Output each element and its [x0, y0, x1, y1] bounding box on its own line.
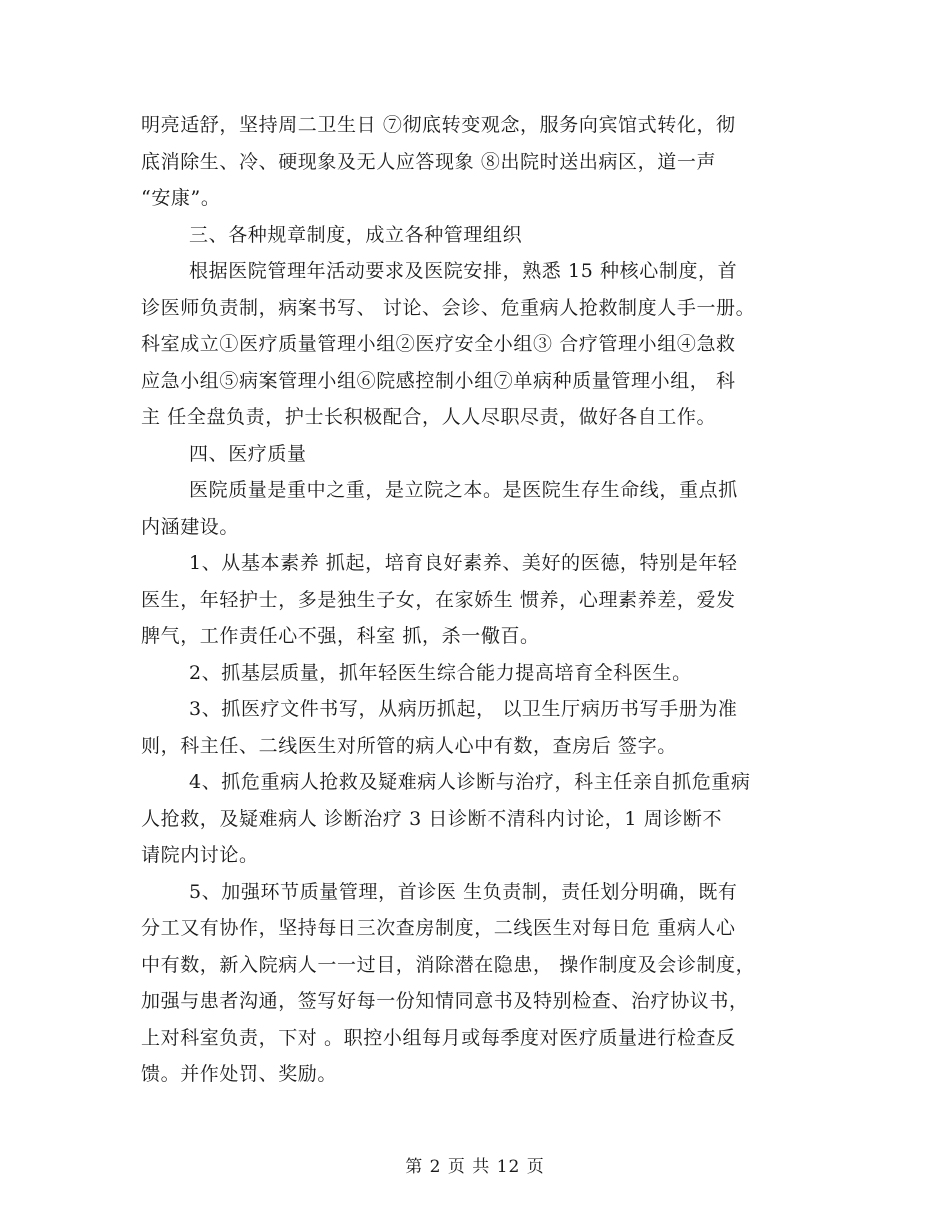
text-line: 则，科主任、二线医生对所管的病人心中有数，查房后 签字。: [141, 734, 677, 757]
text-line: 1、从基本素养 抓起，培育良好素养、美好的医德，特别是年轻: [189, 552, 738, 574]
page-footer: 第 2 页 共 12 页: [405, 1157, 545, 1177]
document-body: [141, 107, 831, 1093]
text-line: 4、抓危重病人抢救及疑难病人诊断与治疗，科主任亲自抓危重病: [189, 771, 751, 793]
text-line: 科室成立①医疗质量管理小组②医疗安全小组③ 合疗管理小组④急救: [141, 333, 736, 355]
text-line: 3、抓医疗文件书写，从病历抓起， 以卫生厅病历书写手册为准: [189, 698, 738, 720]
text-line: 底消除生、冷、硬现象及无人应答现象 ⑧出院时送出病区，道一声: [141, 150, 717, 173]
text-line: 加强与患者沟通，签写好每一份知情同意书及特别检查、治疗协议书，: [141, 990, 749, 1012]
text-line: 上对科室负责，下对 。职控小组每月或每季度对医疗质量进行检查反: [141, 1026, 736, 1049]
text-line: 医生，年轻护士，多是独生子女，在家娇生 惯养，心理素养差，爱发: [141, 588, 736, 611]
text-line: 诊医师负责制，病案书写、 讨论、会诊、危重病人抢救制度人手一册。: [141, 296, 756, 319]
text-line: 内涵建设。: [141, 515, 240, 538]
text-line: 医院质量是重中之重，是立院之本。是医院生存生命线，重点抓: [189, 479, 738, 501]
text-line: 请院内讨论。: [141, 844, 259, 866]
text-line: 中有数，新入院病人一一过目，消除潜在隐患， 操作制度及会诊制度，: [141, 953, 756, 976]
text-line: 2、抓基层质量，抓年轻医生综合能力提高培育全科医生。: [189, 661, 692, 684]
text-line: 明亮适舒，坚持周二卫生日 ⑦彻底转变观念，服务向宾馆式转化，彻: [141, 114, 736, 136]
text-line: 脾气，工作责任心不强，科室 抓，杀一儆百。: [141, 625, 540, 647]
text-line: “安康”。: [141, 187, 221, 209]
text-line: 根据医院管理年活动要求及医院安排，熟悉 15 种核心制度，首: [189, 260, 738, 282]
text-line: 应急小组⑤病案管理小组⑥院感控制小组⑦单病种质量管理小组， 科: [141, 369, 736, 392]
text-line: 人抢救，及疑难病人 诊断治疗 3 日诊断不清科内讨论，1 周诊断不: [141, 807, 723, 830]
text-line: 馈。并作处罚、奖励。: [141, 1063, 338, 1085]
text-line: 分工又有协作，坚持每日三次查房制度，二线医生对每日危 重病人心: [141, 917, 736, 939]
text-line: 主 任全盘负责，护士长积极配合，人人尽职尽责，做好各自工作。: [141, 406, 717, 428]
text-line: 三、各种规章制度，成立各种管理组织: [189, 223, 523, 246]
text-line: 四、医疗质量: [189, 442, 307, 465]
text-line: 5、加强环节质量管理，首诊医 生负责制，责任划分明确，既有: [189, 880, 738, 903]
